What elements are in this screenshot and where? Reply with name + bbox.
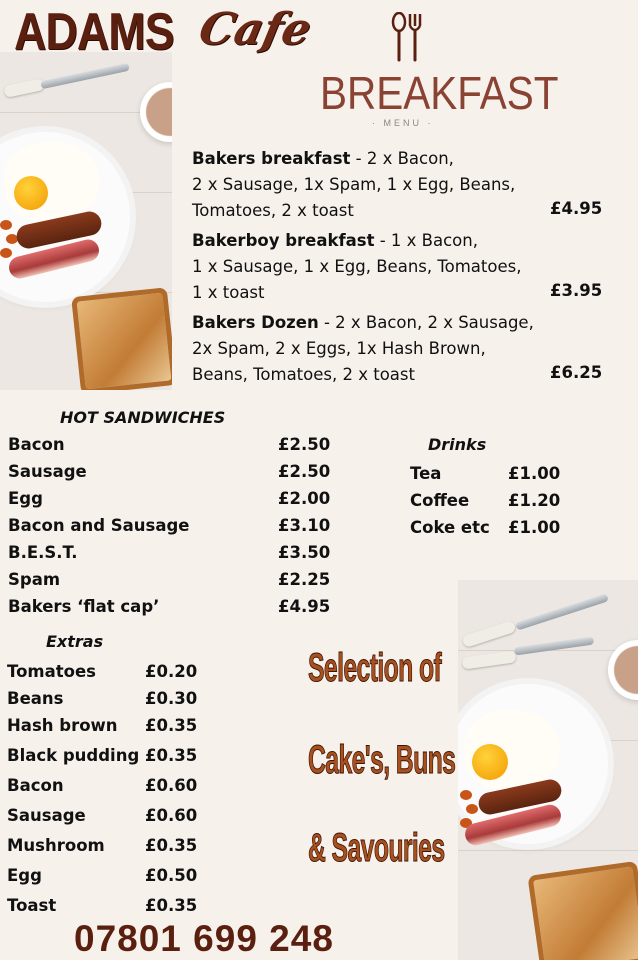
list-item-label: Black pudding (7, 746, 140, 765)
drinks-title: Drinks (428, 435, 487, 454)
breakfast-item (192, 146, 602, 224)
menu-subtitle: · MENU · (372, 118, 434, 128)
list-item-price: £3.50 (278, 543, 331, 562)
list-item-price: £1.00 (508, 464, 561, 483)
breakfast-desc: 2x Spam, 2 x Eggs, 1x Hash Brown, (192, 339, 486, 358)
list-item-label: Egg (7, 866, 42, 885)
list-item-label: B.E.S.T. (8, 543, 78, 562)
brand-name: ADAMS (14, 3, 174, 61)
promo-line: & Savouries (308, 826, 445, 870)
breakfast-desc: 2 x Sausage, 1x Spam, 1 x Egg, Beans, (192, 175, 516, 194)
breakfast-desc: 1 x Sausage, 1 x Egg, Beans, Tomatoes, (192, 257, 522, 276)
breakfast-price: £6.25 (550, 363, 603, 382)
list-item-price: £1.20 (508, 491, 561, 510)
list-item-price: £2.50 (278, 462, 331, 481)
list-item-label: Bacon (7, 776, 64, 795)
list-item-label: Coffee (410, 491, 470, 510)
list-item-label: Mushroom (7, 836, 105, 855)
phone-number: 07801 699 248 (74, 918, 334, 959)
list-item-price: £0.60 (145, 776, 198, 795)
list-item-price: £0.35 (145, 896, 198, 915)
breakfast-desc: - 1 x Bacon, (374, 231, 478, 250)
menu-title: BREAKFAST (320, 67, 559, 119)
breakfast-name: Bakers Dozen (192, 313, 319, 332)
list-item-price: £2.25 (278, 570, 331, 589)
list-item-price: £2.00 (278, 489, 331, 508)
breakfast-desc: Tomatoes, 2 x toast (192, 201, 354, 220)
breakfast-price: £4.95 (550, 199, 603, 218)
list-item-label: Egg (8, 489, 43, 508)
list-item-label: Spam (8, 570, 61, 589)
list-item-label: Hash brown (7, 716, 118, 735)
list-item-label: Toast (7, 896, 57, 915)
breakfast-price: £3.95 (550, 281, 603, 300)
hot-sandwiches-title: HOT SANDWICHES (60, 408, 226, 427)
cafe-script: Cafe (194, 4, 316, 55)
breakfast-desc: - 2 x Bacon, 2 x Sausage, (318, 313, 534, 332)
breakfast-name: Bakers breakfast (192, 149, 351, 168)
list-item-label: Coke etc (410, 518, 490, 537)
list-item-label: Bakers ‘flat cap’ (8, 597, 160, 616)
list-item-label: Sausage (7, 806, 86, 825)
breakfast-desc: - 2 x Bacon, (350, 149, 454, 168)
promo-line: Cake's, Buns (308, 738, 456, 782)
list-item-label: Tea (410, 464, 442, 483)
list-item-label: Bacon (8, 435, 65, 454)
list-item-label: Tomatoes (7, 662, 96, 681)
breakfast-photo-bottom (458, 580, 638, 960)
list-item-price: £0.35 (145, 716, 198, 735)
list-item-price: £0.60 (145, 806, 198, 825)
list-item-label: Sausage (8, 462, 87, 481)
list-item-price: £0.30 (145, 689, 198, 708)
list-item-label: Beans (7, 689, 64, 708)
list-item-price: £2.50 (278, 435, 331, 454)
list-item-price: £3.10 (278, 516, 331, 535)
list-item-price: £0.20 (145, 662, 198, 681)
extras-title: Extras (46, 632, 104, 651)
breakfast-desc: 1 x toast (192, 283, 265, 302)
list-item-price: £0.50 (145, 866, 198, 885)
breakfast-item (192, 228, 602, 306)
breakfast-name: Bakerboy breakfast (192, 231, 375, 250)
list-item-label: Bacon and Sausage (8, 516, 190, 535)
breakfast-photo-top (0, 52, 172, 390)
breakfast-item (192, 310, 602, 388)
list-item-price: £4.95 (278, 597, 331, 616)
breakfast-desc: Beans, Tomatoes, 2 x toast (192, 365, 415, 384)
promo-line: Selection of (308, 646, 442, 690)
list-item-price: £0.35 (145, 746, 198, 765)
fork-and-spoon-icon (390, 12, 424, 62)
list-item-price: £0.35 (145, 836, 198, 855)
list-item-price: £1.00 (508, 518, 561, 537)
